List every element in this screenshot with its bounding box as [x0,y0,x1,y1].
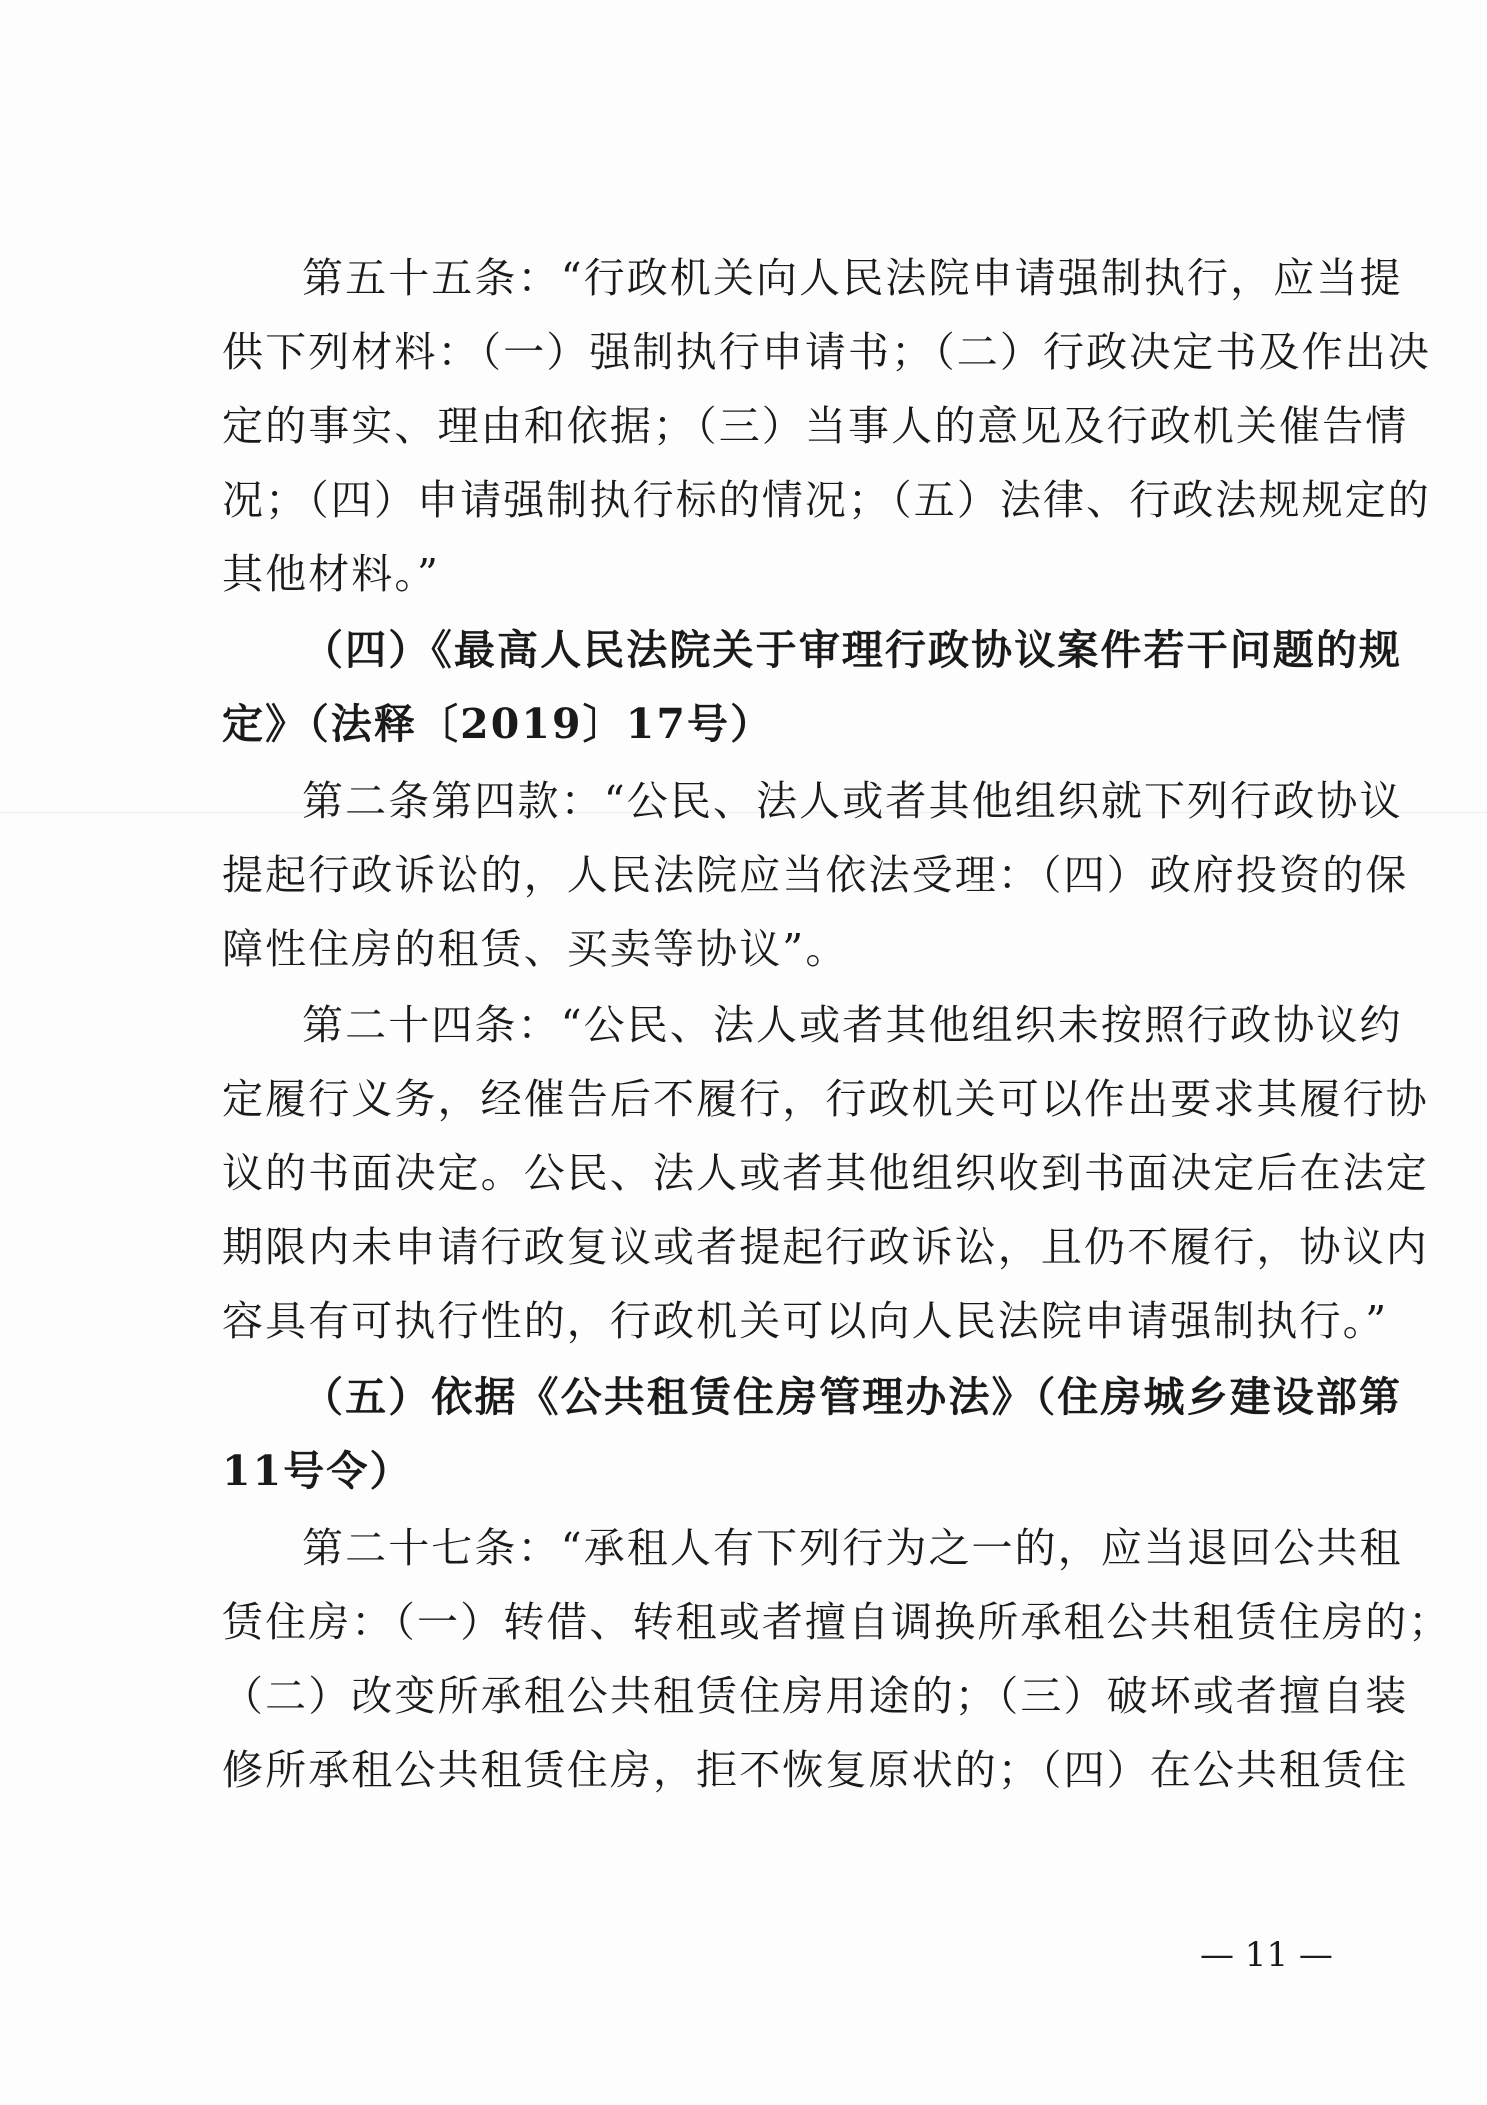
paragraph-line: 第二条第四款：“公民、法人或者其他组织就下列行政协议 [302,777,1403,825]
paragraph-line: 其他材料。” [222,550,441,598]
paragraph-line: 第二十七条：“承租人有下列行为之一的，应当退回公共租 [302,1524,1403,1572]
paragraph-line: 第五十五条：“行政机关向人民法院申请强制执行，应当提 [302,254,1403,302]
paragraph-line: 容具有可执行性的，行政机关可以向人民法院申请强制执行。” [222,1297,1389,1345]
paragraph-line: 期限内未申请行政复议或者提起行政诉讼，且仍不履行，协议内 [222,1223,1429,1271]
paragraph-line: 议的书面决定。公民、法人或者其他组织收到书面决定后在法定 [222,1149,1429,1197]
paragraph-line: 供下列材料：（一）强制执行申请书；（二）行政决定书及作出决 [222,328,1431,376]
paragraph-line: 定履行义务，经催告后不履行，行政机关可以作出要求其履行协 [222,1075,1429,1123]
paragraph-line: 况；（四）申请强制执行标的情况；（五）法律、行政法规规定的 [222,476,1431,524]
section-heading: （四）《最高人民法院关于审理行政协议案件若干问题的规 [302,626,1403,674]
paragraph-line: 赁住房：（一）转借、转租或者擅自调换所承租公共租赁住房的； [222,1598,1452,1646]
paragraph-line: 定的事实、理由和依据；（三）当事人的意见及行政机关催告情 [222,402,1409,450]
paragraph-line: 提起行政诉讼的，人民法院应当依法受理：（四）政府投资的保 [222,851,1409,899]
paragraph-line: 修所承租公共租赁住房，拒不恢复原状的；（四）在公共租赁住 [222,1746,1409,1794]
paragraph-line: （二）改变所承租公共租赁住房用途的；（三）破坏或者擅自装 [222,1672,1409,1720]
section-heading: （五）依据《公共租赁住房管理办法》（住房城乡建设部第 [302,1373,1403,1421]
paragraph-line: 第二十四条：“公民、法人或者其他组织未按照行政协议约 [302,1001,1403,1049]
page-number: — 11 — [1200,1935,1333,1975]
section-heading: 11号令） [222,1447,413,1495]
section-heading: 定》（法释〔2019〕17号） [222,700,774,748]
paragraph-line: 障性住房的租赁、买卖等协议”。 [222,925,849,973]
